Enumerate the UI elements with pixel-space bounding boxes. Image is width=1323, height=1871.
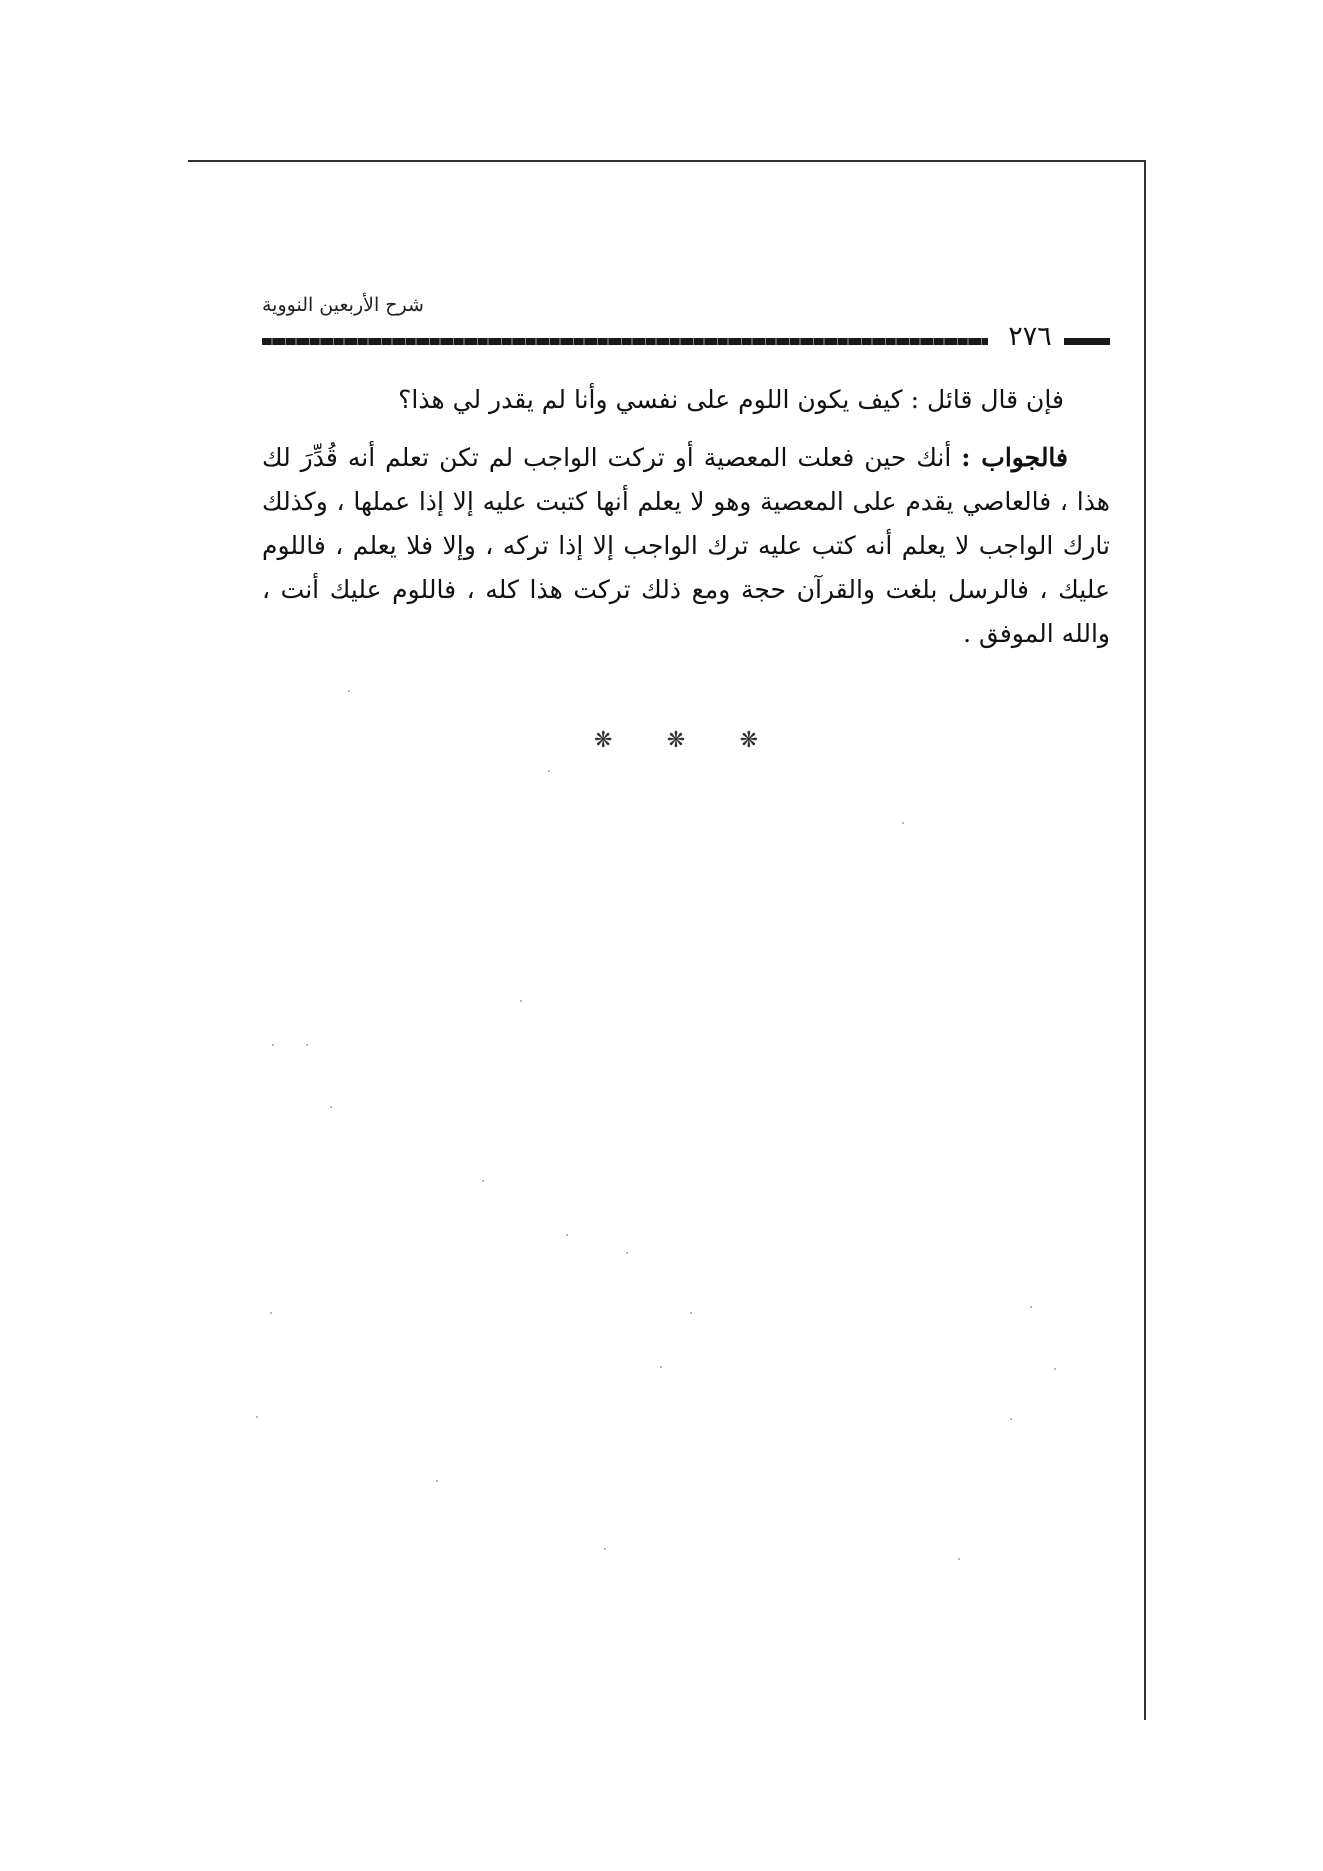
answer-paragraph	[262, 436, 1110, 656]
scan-speck	[436, 1480, 438, 1482]
scan-speck	[1054, 1368, 1056, 1370]
answer-lead: فالجواب :	[961, 443, 1068, 472]
scan-frame-right-edge	[1144, 160, 1146, 1720]
scan-speck	[566, 1234, 568, 1236]
section-ornaments	[594, 728, 758, 753]
header-rule-end	[1064, 338, 1110, 345]
scan-speck	[604, 1548, 606, 1550]
scan-frame-top-edge	[188, 160, 1146, 162]
scan-speck	[520, 1000, 522, 1002]
scan-speck	[958, 1558, 960, 1560]
scan-speck	[330, 1106, 332, 1108]
question-paragraph: فإن قال قائل : كيف يكون اللوم على نفسي وأنا لم يقدر لي هذا؟	[398, 385, 1064, 414]
ornament-icon: ❋	[594, 728, 613, 753]
answer-text: أنك حين فعلت المعصية أو تركت الواجب لم تكن تعلم أنه قُدِّرَ لك هذا ، فالعاصي يقدم على المعصية وهو لا يعلم أنها كتبت عليه إلا إذا عملها ، وكذلك تارك الواجب لا يعلم أنه كتب عليه ترك الواجب إلا إذا تركه ، وإلا فلا يعلم ، فاللوم عليك ، فالرسل بلغت والقرآن حجة ومع ذلك تركت هذا كله ، فاللوم عليك أنت ، والله الموفق .	[262, 443, 1110, 648]
scan-speck	[1030, 1306, 1032, 1308]
body-text	[262, 378, 1110, 656]
ornament-icon: ❋	[739, 728, 758, 753]
scan-speck	[690, 1312, 692, 1314]
header-rule	[262, 338, 988, 345]
scan-speck	[272, 1044, 274, 1046]
scan-speck	[1010, 1418, 1012, 1420]
ornament-icon: ❋	[666, 728, 686, 753]
scan-speck	[482, 1180, 484, 1182]
page-number: ٢٧٦	[1008, 321, 1052, 352]
scan-speck	[548, 770, 550, 772]
scan-speck	[626, 1252, 628, 1254]
scan-speck	[256, 1416, 258, 1418]
scan-speck	[348, 690, 350, 692]
running-title: شرح الأربعين النووية	[262, 294, 424, 316]
scan-speck	[660, 1366, 662, 1368]
scan-speck	[306, 1044, 308, 1046]
scan-speck	[902, 822, 904, 824]
scan-speck	[270, 1312, 272, 1314]
